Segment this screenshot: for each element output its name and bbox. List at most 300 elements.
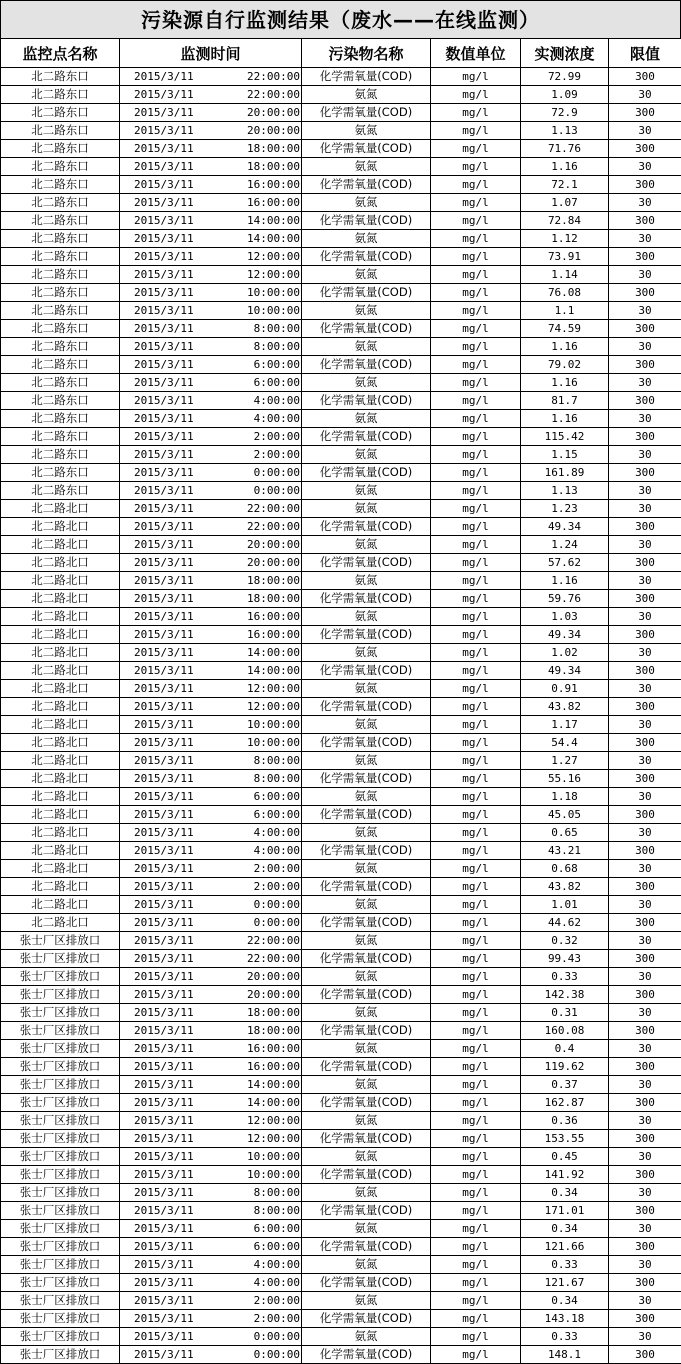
cell-clock: 22:00:00 — [230, 950, 300, 967]
table-row — [1, 302, 681, 320]
cell-site: 张士厂区排放口 — [1, 1040, 120, 1058]
cell-unit: mg/l — [431, 1076, 521, 1094]
cell-concentration: 1.02 — [521, 644, 609, 662]
cell-concentration: 148.1 — [521, 1346, 609, 1364]
cell-time — [120, 752, 302, 770]
cell-unit: mg/l — [431, 446, 521, 464]
cell-date: 2015/3/11 — [120, 734, 230, 751]
cell-date: 2015/3/11 — [120, 1238, 230, 1255]
cell-limit: 30 — [609, 446, 681, 464]
cell-limit: 300 — [609, 392, 681, 410]
cell-limit: 30 — [609, 1184, 681, 1202]
cell-concentration: 153.55 — [521, 1130, 609, 1148]
cell-date: 2015/3/11 — [120, 716, 230, 733]
cell-site: 张士厂区排放口 — [1, 932, 120, 950]
cell-site: 北二路东口 — [1, 266, 120, 284]
cell-time — [120, 374, 302, 392]
cell-site: 北二路东口 — [1, 482, 120, 500]
cell-clock: 18:00:00 — [230, 1022, 300, 1039]
cell-clock: 16:00:00 — [230, 626, 300, 643]
cell-site: 张士厂区排放口 — [1, 1328, 120, 1346]
cell-site: 北二路东口 — [1, 392, 120, 410]
cell-concentration: 1.03 — [521, 608, 609, 626]
cell-site: 北二路东口 — [1, 446, 120, 464]
cell-unit: mg/l — [431, 176, 521, 194]
table-row — [1, 158, 681, 176]
cell-concentration: 0.91 — [521, 680, 609, 698]
cell-clock: 14:00:00 — [230, 1076, 300, 1093]
cell-clock: 8:00:00 — [230, 770, 300, 787]
cell-pollutant: 氨氮 — [302, 1076, 431, 1094]
cell-site: 张士厂区排放口 — [1, 1256, 120, 1274]
cell-site: 北二路北口 — [1, 734, 120, 752]
cell-date: 2015/3/11 — [120, 1094, 230, 1111]
cell-time — [120, 212, 302, 230]
cell-unit: mg/l — [431, 1310, 521, 1328]
table-row — [1, 752, 681, 770]
cell-pollutant: 氨氮 — [302, 788, 431, 806]
cell-site: 北二路东口 — [1, 194, 120, 212]
cell-time — [120, 716, 302, 734]
cell-concentration: 1.16 — [521, 338, 609, 356]
cell-concentration: 0.33 — [521, 1328, 609, 1346]
header-concentration: 实测浓度 — [521, 39, 609, 68]
cell-unit: mg/l — [431, 104, 521, 122]
cell-unit: mg/l — [431, 878, 521, 896]
cell-site: 北二路东口 — [1, 248, 120, 266]
cell-unit: mg/l — [431, 1346, 521, 1364]
cell-concentration: 49.34 — [521, 626, 609, 644]
cell-concentration: 72.9 — [521, 104, 609, 122]
table-row — [1, 230, 681, 248]
table-row — [1, 428, 681, 446]
table-row — [1, 284, 681, 302]
cell-clock: 10:00:00 — [230, 734, 300, 751]
cell-time — [120, 302, 302, 320]
cell-date: 2015/3/11 — [120, 680, 230, 697]
cell-time — [120, 1184, 302, 1202]
cell-pollutant: 氨氮 — [302, 1256, 431, 1274]
table-row — [1, 194, 681, 212]
cell-clock: 20:00:00 — [230, 536, 300, 553]
cell-limit: 300 — [609, 1202, 681, 1220]
table-row — [1, 860, 681, 878]
cell-site: 张士厂区排放口 — [1, 1058, 120, 1076]
cell-concentration: 1.16 — [521, 572, 609, 590]
table-row — [1, 320, 681, 338]
cell-pollutant: 化学需氧量(COD) — [302, 1238, 431, 1256]
cell-time — [120, 788, 302, 806]
cell-clock: 12:00:00 — [230, 248, 300, 265]
cell-date: 2015/3/11 — [120, 122, 230, 139]
cell-unit: mg/l — [431, 266, 521, 284]
cell-unit: mg/l — [431, 626, 521, 644]
table-row — [1, 176, 681, 194]
cell-limit: 30 — [609, 752, 681, 770]
cell-date: 2015/3/11 — [120, 410, 230, 427]
cell-limit: 30 — [609, 968, 681, 986]
cell-site: 北二路东口 — [1, 140, 120, 158]
cell-unit: mg/l — [431, 140, 521, 158]
cell-concentration: 43.82 — [521, 698, 609, 716]
cell-site: 北二路东口 — [1, 284, 120, 302]
cell-limit: 300 — [609, 734, 681, 752]
cell-date: 2015/3/11 — [120, 392, 230, 409]
header-row — [1, 39, 681, 68]
cell-concentration: 121.66 — [521, 1238, 609, 1256]
cell-date: 2015/3/11 — [120, 806, 230, 823]
cell-unit: mg/l — [431, 464, 521, 482]
cell-pollutant: 化学需氧量(COD) — [302, 1166, 431, 1184]
cell-site: 张士厂区排放口 — [1, 986, 120, 1004]
cell-limit: 300 — [609, 284, 681, 302]
cell-date: 2015/3/11 — [120, 446, 230, 463]
cell-date: 2015/3/11 — [120, 554, 230, 571]
table-row — [1, 1040, 681, 1058]
cell-site: 北二路东口 — [1, 410, 120, 428]
cell-time — [120, 806, 302, 824]
table-row — [1, 1184, 681, 1202]
cell-site: 北二路北口 — [1, 626, 120, 644]
cell-date: 2015/3/11 — [120, 86, 230, 103]
table-row — [1, 842, 681, 860]
cell-clock: 6:00:00 — [230, 356, 300, 373]
cell-pollutant: 氨氮 — [302, 230, 431, 248]
cell-pollutant: 化学需氧量(COD) — [302, 212, 431, 230]
cell-pollutant: 氨氮 — [302, 374, 431, 392]
cell-unit: mg/l — [431, 842, 521, 860]
cell-time — [120, 428, 302, 446]
table-row — [1, 1166, 681, 1184]
cell-clock: 6:00:00 — [230, 374, 300, 391]
cell-site: 北二路东口 — [1, 374, 120, 392]
cell-date: 2015/3/11 — [120, 878, 230, 895]
cell-concentration: 43.21 — [521, 842, 609, 860]
cell-date: 2015/3/11 — [120, 230, 230, 247]
cell-time — [120, 824, 302, 842]
cell-site: 北二路北口 — [1, 590, 120, 608]
cell-pollutant: 化学需氧量(COD) — [302, 176, 431, 194]
cell-unit: mg/l — [431, 770, 521, 788]
cell-pollutant: 化学需氧量(COD) — [302, 1346, 431, 1364]
cell-time — [120, 572, 302, 590]
cell-time — [120, 986, 302, 1004]
cell-pollutant: 化学需氧量(COD) — [302, 662, 431, 680]
cell-limit: 30 — [609, 1076, 681, 1094]
cell-concentration: 43.82 — [521, 878, 609, 896]
cell-pollutant: 氨氮 — [302, 824, 431, 842]
table-row — [1, 1112, 681, 1130]
cell-pollutant: 氨氮 — [302, 680, 431, 698]
cell-time — [120, 680, 302, 698]
table-row — [1, 1130, 681, 1148]
cell-concentration: 55.16 — [521, 770, 609, 788]
cell-time — [120, 698, 302, 716]
cell-time — [120, 1256, 302, 1274]
cell-unit: mg/l — [431, 194, 521, 212]
cell-date: 2015/3/11 — [120, 770, 230, 787]
cell-time — [120, 932, 302, 950]
cell-time — [120, 608, 302, 626]
cell-pollutant: 化学需氧量(COD) — [302, 770, 431, 788]
cell-clock: 6:00:00 — [230, 1238, 300, 1255]
cell-time — [120, 86, 302, 104]
cell-pollutant: 氨氮 — [302, 536, 431, 554]
table-row — [1, 1148, 681, 1166]
cell-concentration: 171.01 — [521, 1202, 609, 1220]
cell-date: 2015/3/11 — [120, 1274, 230, 1291]
cell-date: 2015/3/11 — [120, 104, 230, 121]
table-row — [1, 734, 681, 752]
cell-unit: mg/l — [431, 572, 521, 590]
cell-site: 北二路北口 — [1, 662, 120, 680]
cell-unit: mg/l — [431, 896, 521, 914]
cell-unit: mg/l — [431, 1328, 521, 1346]
cell-limit: 30 — [609, 302, 681, 320]
cell-time — [120, 140, 302, 158]
cell-pollutant: 氨氮 — [302, 1328, 431, 1346]
cell-unit: mg/l — [431, 86, 521, 104]
cell-unit: mg/l — [431, 320, 521, 338]
cell-limit: 300 — [609, 554, 681, 572]
cell-limit: 300 — [609, 68, 681, 86]
table-row — [1, 1220, 681, 1238]
cell-concentration: 44.62 — [521, 914, 609, 932]
cell-date: 2015/3/11 — [120, 176, 230, 193]
cell-time — [120, 1094, 302, 1112]
cell-limit: 30 — [609, 500, 681, 518]
cell-clock: 10:00:00 — [230, 302, 300, 319]
cell-date: 2015/3/11 — [120, 860, 230, 877]
cell-limit: 30 — [609, 824, 681, 842]
cell-time — [120, 68, 302, 86]
cell-concentration: 79.02 — [521, 356, 609, 374]
cell-concentration: 49.34 — [521, 662, 609, 680]
cell-limit: 300 — [609, 1058, 681, 1076]
cell-limit: 30 — [609, 572, 681, 590]
cell-pollutant: 氨氮 — [302, 158, 431, 176]
cell-date: 2015/3/11 — [120, 986, 230, 1003]
cell-clock: 20:00:00 — [230, 122, 300, 139]
cell-limit: 30 — [609, 788, 681, 806]
cell-pollutant: 化学需氧量(COD) — [302, 950, 431, 968]
cell-concentration: 0.68 — [521, 860, 609, 878]
cell-concentration: 0.36 — [521, 1112, 609, 1130]
cell-time — [120, 842, 302, 860]
cell-site: 北二路东口 — [1, 176, 120, 194]
cell-limit: 300 — [609, 842, 681, 860]
cell-clock: 20:00:00 — [230, 986, 300, 1003]
cell-time — [120, 392, 302, 410]
cell-date: 2015/3/11 — [120, 1256, 230, 1273]
cell-concentration: 1.18 — [521, 788, 609, 806]
table-row — [1, 1022, 681, 1040]
cell-date: 2015/3/11 — [120, 968, 230, 985]
cell-clock: 2:00:00 — [230, 1310, 300, 1327]
cell-pollutant: 化学需氧量(COD) — [302, 518, 431, 536]
table-row — [1, 500, 681, 518]
cell-limit: 30 — [609, 1148, 681, 1166]
table-row — [1, 824, 681, 842]
cell-pollutant: 氨氮 — [302, 1292, 431, 1310]
table-row — [1, 788, 681, 806]
cell-limit: 30 — [609, 1220, 681, 1238]
cell-clock: 18:00:00 — [230, 1004, 300, 1021]
cell-clock: 20:00:00 — [230, 104, 300, 121]
cell-limit: 300 — [609, 662, 681, 680]
cell-limit: 30 — [609, 608, 681, 626]
cell-clock: 0:00:00 — [230, 896, 300, 913]
cell-time — [120, 356, 302, 374]
cell-pollutant: 氨氮 — [302, 1004, 431, 1022]
monitoring-table — [0, 38, 681, 1364]
cell-site: 张士厂区排放口 — [1, 1310, 120, 1328]
cell-limit: 300 — [609, 356, 681, 374]
table-row — [1, 1076, 681, 1094]
cell-time — [120, 950, 302, 968]
cell-pollutant: 氨氮 — [302, 1040, 431, 1058]
cell-unit: mg/l — [431, 68, 521, 86]
cell-limit: 300 — [609, 770, 681, 788]
cell-site: 北二路东口 — [1, 104, 120, 122]
cell-unit: mg/l — [431, 1148, 521, 1166]
cell-time — [120, 1202, 302, 1220]
cell-pollutant: 氨氮 — [302, 896, 431, 914]
cell-pollutant: 化学需氧量(COD) — [302, 842, 431, 860]
cell-clock: 12:00:00 — [230, 1130, 300, 1147]
cell-limit: 300 — [609, 698, 681, 716]
cell-limit: 30 — [609, 86, 681, 104]
cell-unit: mg/l — [431, 680, 521, 698]
cell-time — [120, 1040, 302, 1058]
cell-pollutant: 化学需氧量(COD) — [302, 1274, 431, 1292]
cell-pollutant: 化学需氧量(COD) — [302, 1130, 431, 1148]
cell-concentration: 1.16 — [521, 158, 609, 176]
cell-pollutant: 氨氮 — [302, 1112, 431, 1130]
cell-limit: 30 — [609, 338, 681, 356]
cell-concentration: 121.67 — [521, 1274, 609, 1292]
cell-clock: 2:00:00 — [230, 446, 300, 463]
cell-pollutant: 化学需氧量(COD) — [302, 986, 431, 1004]
cell-date: 2015/3/11 — [120, 1310, 230, 1327]
cell-concentration: 74.59 — [521, 320, 609, 338]
cell-concentration: 1.16 — [521, 374, 609, 392]
cell-time — [120, 860, 302, 878]
cell-limit: 30 — [609, 536, 681, 554]
cell-site: 北二路东口 — [1, 86, 120, 104]
cell-site: 北二路北口 — [1, 554, 120, 572]
cell-pollutant: 氨氮 — [302, 1148, 431, 1166]
table-row — [1, 464, 681, 482]
cell-limit: 300 — [609, 1022, 681, 1040]
cell-site: 张士厂区排放口 — [1, 1184, 120, 1202]
cell-site: 北二路北口 — [1, 572, 120, 590]
cell-unit: mg/l — [431, 410, 521, 428]
cell-limit: 30 — [609, 1328, 681, 1346]
cell-time — [120, 194, 302, 212]
cell-limit: 30 — [609, 860, 681, 878]
cell-concentration: 1.14 — [521, 266, 609, 284]
cell-clock: 10:00:00 — [230, 1166, 300, 1183]
cell-unit: mg/l — [431, 860, 521, 878]
table-row — [1, 1256, 681, 1274]
cell-pollutant: 化学需氧量(COD) — [302, 698, 431, 716]
cell-site: 北二路北口 — [1, 680, 120, 698]
cell-concentration: 1.27 — [521, 752, 609, 770]
cell-site: 北二路东口 — [1, 122, 120, 140]
cell-limit: 300 — [609, 626, 681, 644]
cell-limit: 30 — [609, 1112, 681, 1130]
cell-limit: 30 — [609, 266, 681, 284]
cell-unit: mg/l — [431, 392, 521, 410]
cell-clock: 18:00:00 — [230, 590, 300, 607]
cell-unit: mg/l — [431, 1094, 521, 1112]
cell-clock: 14:00:00 — [230, 230, 300, 247]
cell-clock: 18:00:00 — [230, 158, 300, 175]
cell-clock: 22:00:00 — [230, 68, 300, 85]
cell-clock: 22:00:00 — [230, 932, 300, 949]
cell-date: 2015/3/11 — [120, 752, 230, 769]
cell-unit: mg/l — [431, 284, 521, 302]
table-row — [1, 1328, 681, 1346]
cell-date: 2015/3/11 — [120, 896, 230, 913]
cell-concentration: 1.09 — [521, 86, 609, 104]
cell-concentration: 72.1 — [521, 176, 609, 194]
cell-concentration: 0.65 — [521, 824, 609, 842]
cell-unit: mg/l — [431, 1220, 521, 1238]
table-row — [1, 86, 681, 104]
cell-site: 北二路北口 — [1, 914, 120, 932]
cell-date: 2015/3/11 — [120, 140, 230, 157]
cell-date: 2015/3/11 — [120, 1058, 230, 1075]
cell-unit: mg/l — [431, 1058, 521, 1076]
table-row — [1, 1274, 681, 1292]
cell-limit: 300 — [609, 1094, 681, 1112]
table-row — [1, 140, 681, 158]
cell-concentration: 72.84 — [521, 212, 609, 230]
cell-time — [120, 644, 302, 662]
cell-pollutant: 氨氮 — [302, 1184, 431, 1202]
cell-unit: mg/l — [431, 698, 521, 716]
cell-date: 2015/3/11 — [120, 536, 230, 553]
cell-concentration: 0.4 — [521, 1040, 609, 1058]
cell-unit: mg/l — [431, 806, 521, 824]
cell-site: 北二路东口 — [1, 230, 120, 248]
cell-date: 2015/3/11 — [120, 428, 230, 445]
cell-concentration: 1.23 — [521, 500, 609, 518]
cell-clock: 2:00:00 — [230, 878, 300, 895]
cell-pollutant: 化学需氧量(COD) — [302, 1202, 431, 1220]
cell-unit: mg/l — [431, 338, 521, 356]
cell-concentration: 162.87 — [521, 1094, 609, 1112]
cell-pollutant: 化学需氧量(COD) — [302, 392, 431, 410]
cell-site: 北二路东口 — [1, 464, 120, 482]
cell-time — [120, 1328, 302, 1346]
cell-pollutant: 氨氮 — [302, 122, 431, 140]
cell-clock: 22:00:00 — [230, 518, 300, 535]
cell-limit: 300 — [609, 1274, 681, 1292]
cell-pollutant: 化学需氧量(COD) — [302, 284, 431, 302]
cell-clock: 14:00:00 — [230, 1094, 300, 1111]
cell-clock: 0:00:00 — [230, 1328, 300, 1345]
table-row — [1, 950, 681, 968]
cell-unit: mg/l — [431, 122, 521, 140]
cell-site: 张士厂区排放口 — [1, 1022, 120, 1040]
cell-unit: mg/l — [431, 518, 521, 536]
cell-time — [120, 1238, 302, 1256]
cell-unit: mg/l — [431, 590, 521, 608]
cell-unit: mg/l — [431, 1292, 521, 1310]
